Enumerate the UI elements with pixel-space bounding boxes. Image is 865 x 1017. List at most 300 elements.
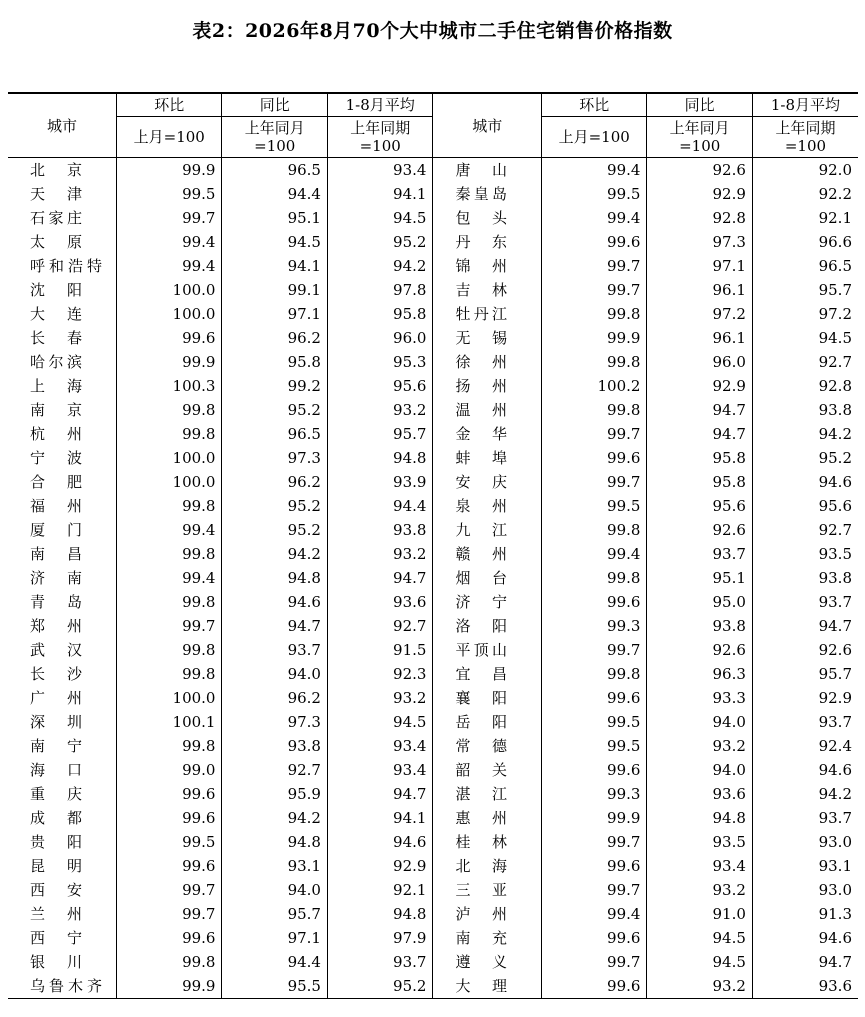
avg-value: 95.7 xyxy=(752,278,858,302)
yoy-value: 92.6 xyxy=(647,158,752,183)
avg-value: 93.2 xyxy=(327,542,432,566)
mom-value: 99.4 xyxy=(541,902,646,926)
mom-value: 99.6 xyxy=(117,926,222,950)
mom-column-header: 环比 xyxy=(541,93,646,117)
mom-value: 99.7 xyxy=(117,902,222,926)
city-name: 杭州 xyxy=(8,422,117,446)
mom-value: 99.4 xyxy=(117,254,222,278)
mom-value: 99.5 xyxy=(541,182,646,206)
yoy-value: 92.9 xyxy=(647,374,752,398)
table-row xyxy=(8,926,858,950)
mom-value: 100.3 xyxy=(117,374,222,398)
city-name: 金华 xyxy=(433,422,542,446)
avg-value: 92.9 xyxy=(752,686,858,710)
city-name: 昆明 xyxy=(8,854,117,878)
mom-value: 99.7 xyxy=(541,470,646,494)
mom-column-header: 环比 xyxy=(117,93,222,117)
avg-value: 92.1 xyxy=(752,206,858,230)
city-name: 沈阳 xyxy=(8,278,117,302)
mom-value: 99.7 xyxy=(117,878,222,902)
table-row xyxy=(8,614,858,638)
mom-value: 99.8 xyxy=(541,566,646,590)
city-name: 温州 xyxy=(433,398,542,422)
yoy-value: 94.1 xyxy=(222,254,327,278)
yoy-value: 95.1 xyxy=(647,566,752,590)
avg-value: 93.6 xyxy=(327,590,432,614)
avg-value: 94.8 xyxy=(327,446,432,470)
yoy-value: 93.2 xyxy=(647,734,752,758)
city-name: 大理 xyxy=(433,974,542,999)
city-name: 长春 xyxy=(8,326,117,350)
avg-value: 93.8 xyxy=(752,398,858,422)
mom-value: 99.4 xyxy=(541,206,646,230)
yoy-value: 96.0 xyxy=(647,350,752,374)
avg-value: 93.9 xyxy=(327,470,432,494)
yoy-value: 99.2 xyxy=(222,374,327,398)
mom-value: 99.9 xyxy=(541,326,646,350)
yoy-value: 93.4 xyxy=(647,854,752,878)
yoy-value: 95.8 xyxy=(222,350,327,374)
yoy-value: 95.1 xyxy=(222,206,327,230)
yoy-value: 97.3 xyxy=(222,710,327,734)
table-row xyxy=(8,278,858,302)
yoy-value: 94.2 xyxy=(222,806,327,830)
table-row xyxy=(8,878,858,902)
yoy-value: 96.1 xyxy=(647,326,752,350)
yoy-value: 94.5 xyxy=(647,950,752,974)
yoy-value: 96.1 xyxy=(647,278,752,302)
yoy-value: 95.2 xyxy=(222,494,327,518)
avg-value: 94.6 xyxy=(752,470,858,494)
city-name: 哈尔滨 xyxy=(8,350,117,374)
avg-column-header: 1-8月平均 xyxy=(327,93,432,117)
avg-value: 92.7 xyxy=(327,614,432,638)
table-row xyxy=(8,950,858,974)
city-name: 石家庄 xyxy=(8,206,117,230)
avg-base-header: 上年同期 =100 xyxy=(327,117,432,158)
city-name: 济宁 xyxy=(433,590,542,614)
avg-value: 95.2 xyxy=(752,446,858,470)
city-name: 洛阳 xyxy=(433,614,542,638)
city-name: 烟台 xyxy=(433,566,542,590)
city-name: 乌鲁木齐 xyxy=(8,974,117,999)
mom-value: 99.6 xyxy=(541,230,646,254)
avg-value: 95.6 xyxy=(327,374,432,398)
avg-value: 94.2 xyxy=(752,782,858,806)
yoy-value: 94.2 xyxy=(222,542,327,566)
city-name: 宁波 xyxy=(8,446,117,470)
yoy-value: 92.9 xyxy=(647,182,752,206)
city-name: 常德 xyxy=(433,734,542,758)
city-name: 西安 xyxy=(8,878,117,902)
yoy-base-header: 上年同月 =100 xyxy=(222,117,327,158)
table-row xyxy=(8,374,858,398)
city-name: 南宁 xyxy=(8,734,117,758)
mom-value: 99.7 xyxy=(541,830,646,854)
avg-value: 94.6 xyxy=(752,758,858,782)
yoy-column-header: 同比 xyxy=(222,93,327,117)
avg-value: 92.2 xyxy=(752,182,858,206)
city-name: 三亚 xyxy=(433,878,542,902)
mom-value: 99.5 xyxy=(117,182,222,206)
avg-value: 94.7 xyxy=(752,950,858,974)
avg-value: 95.2 xyxy=(327,230,432,254)
avg-value: 95.7 xyxy=(327,422,432,446)
mom-value: 99.4 xyxy=(117,566,222,590)
yoy-value: 95.8 xyxy=(647,446,752,470)
table-row xyxy=(8,158,858,183)
table-row xyxy=(8,422,858,446)
city-name: 厦门 xyxy=(8,518,117,542)
table-row xyxy=(8,710,858,734)
yoy-column-header: 同比 xyxy=(647,93,752,117)
yoy-value: 96.2 xyxy=(222,686,327,710)
city-name: 吉林 xyxy=(433,278,542,302)
mom-value: 99.8 xyxy=(117,422,222,446)
city-name: 重庆 xyxy=(8,782,117,806)
avg-value: 93.0 xyxy=(752,878,858,902)
mom-value: 99.7 xyxy=(541,278,646,302)
city-name: 遵义 xyxy=(433,950,542,974)
table-row xyxy=(8,494,858,518)
yoy-value: 95.7 xyxy=(222,902,327,926)
yoy-value: 93.8 xyxy=(647,614,752,638)
avg-value: 93.8 xyxy=(752,566,858,590)
mom-value: 99.7 xyxy=(117,206,222,230)
yoy-value: 92.6 xyxy=(647,638,752,662)
avg-value: 94.1 xyxy=(327,182,432,206)
avg-value: 93.5 xyxy=(752,542,858,566)
city-name: 徐州 xyxy=(433,350,542,374)
city-name: 郑州 xyxy=(8,614,117,638)
city-name: 银川 xyxy=(8,950,117,974)
yoy-value: 96.2 xyxy=(222,326,327,350)
city-name: 大连 xyxy=(8,302,117,326)
yoy-value: 97.2 xyxy=(647,302,752,326)
yoy-value: 94.7 xyxy=(222,614,327,638)
mom-value: 99.7 xyxy=(541,422,646,446)
avg-value: 94.6 xyxy=(752,926,858,950)
mom-value: 99.6 xyxy=(541,686,646,710)
table-row xyxy=(8,854,858,878)
mom-value: 99.8 xyxy=(117,638,222,662)
mom-value: 99.9 xyxy=(117,974,222,999)
avg-value: 92.1 xyxy=(327,878,432,902)
mom-value: 99.5 xyxy=(541,710,646,734)
city-name: 深圳 xyxy=(8,710,117,734)
table-row xyxy=(8,302,858,326)
mom-value: 99.6 xyxy=(117,806,222,830)
city-name: 扬州 xyxy=(433,374,542,398)
avg-value: 97.2 xyxy=(752,302,858,326)
mom-value: 99.9 xyxy=(117,350,222,374)
city-name: 海口 xyxy=(8,758,117,782)
table-row xyxy=(8,350,858,374)
avg-value: 94.2 xyxy=(752,422,858,446)
avg-value: 95.7 xyxy=(752,662,858,686)
city-name: 泸州 xyxy=(433,902,542,926)
mom-value: 99.8 xyxy=(541,302,646,326)
mom-value: 99.4 xyxy=(541,158,646,183)
avg-base-header: 上年同期 =100 xyxy=(752,117,858,158)
mom-value: 100.0 xyxy=(117,302,222,326)
avg-value: 93.6 xyxy=(752,974,858,999)
yoy-value: 94.0 xyxy=(222,662,327,686)
table-row xyxy=(8,398,858,422)
avg-value: 94.7 xyxy=(327,566,432,590)
mom-value: 99.7 xyxy=(541,950,646,974)
avg-value: 95.2 xyxy=(327,974,432,999)
yoy-value: 92.8 xyxy=(647,206,752,230)
mom-value: 99.6 xyxy=(117,326,222,350)
mom-value: 100.1 xyxy=(117,710,222,734)
yoy-value: 95.2 xyxy=(222,398,327,422)
avg-value: 94.4 xyxy=(327,494,432,518)
table-row xyxy=(8,254,858,278)
avg-value: 92.0 xyxy=(752,158,858,183)
mom-value: 99.8 xyxy=(541,662,646,686)
avg-value: 93.4 xyxy=(327,734,432,758)
yoy-value: 95.2 xyxy=(222,518,327,542)
yoy-value: 95.0 xyxy=(647,590,752,614)
table-body xyxy=(8,158,858,999)
table-row xyxy=(8,902,858,926)
avg-value: 92.8 xyxy=(752,374,858,398)
avg-value: 95.8 xyxy=(327,302,432,326)
city-name: 平顶山 xyxy=(433,638,542,662)
mom-value: 99.8 xyxy=(117,542,222,566)
yoy-value: 94.0 xyxy=(647,710,752,734)
mom-value: 99.4 xyxy=(117,230,222,254)
city-name: 秦皇岛 xyxy=(433,182,542,206)
city-name: 合肥 xyxy=(8,470,117,494)
avg-value: 96.5 xyxy=(752,254,858,278)
mom-value: 99.8 xyxy=(117,494,222,518)
table-row xyxy=(8,566,858,590)
avg-value: 93.1 xyxy=(752,854,858,878)
mom-value: 99.8 xyxy=(117,950,222,974)
city-name: 九江 xyxy=(433,518,542,542)
mom-value: 99.4 xyxy=(117,518,222,542)
avg-value: 94.7 xyxy=(327,782,432,806)
mom-value: 100.0 xyxy=(117,470,222,494)
city-name: 西宁 xyxy=(8,926,117,950)
table-row xyxy=(8,806,858,830)
avg-value: 94.5 xyxy=(327,206,432,230)
yoy-value: 94.7 xyxy=(647,422,752,446)
yoy-value: 93.2 xyxy=(647,878,752,902)
mom-value: 99.3 xyxy=(541,614,646,638)
yoy-value: 94.4 xyxy=(222,950,327,974)
table-row xyxy=(8,230,858,254)
yoy-value: 93.1 xyxy=(222,854,327,878)
city-name: 广州 xyxy=(8,686,117,710)
yoy-value: 93.7 xyxy=(647,542,752,566)
mom-value: 99.8 xyxy=(541,398,646,422)
city-column-header: 城市 xyxy=(433,93,542,158)
mom-value: 100.0 xyxy=(117,278,222,302)
city-name: 安庆 xyxy=(433,470,542,494)
yoy-value: 95.6 xyxy=(647,494,752,518)
yoy-value: 94.5 xyxy=(647,926,752,950)
avg-value: 94.2 xyxy=(327,254,432,278)
table-row xyxy=(8,782,858,806)
mom-value: 99.5 xyxy=(117,830,222,854)
mom-value: 99.8 xyxy=(541,350,646,374)
table-row xyxy=(8,686,858,710)
avg-value: 91.3 xyxy=(752,902,858,926)
yoy-value: 96.3 xyxy=(647,662,752,686)
mom-value: 99.8 xyxy=(117,734,222,758)
avg-value: 94.7 xyxy=(752,614,858,638)
avg-value: 92.6 xyxy=(752,638,858,662)
city-name: 泉州 xyxy=(433,494,542,518)
table-row xyxy=(8,542,858,566)
avg-value: 93.7 xyxy=(327,950,432,974)
mom-value: 99.6 xyxy=(541,590,646,614)
mom-value: 99.5 xyxy=(541,494,646,518)
avg-value: 97.8 xyxy=(327,278,432,302)
table-row xyxy=(8,662,858,686)
table-row xyxy=(8,206,858,230)
city-name: 贵阳 xyxy=(8,830,117,854)
city-name: 岳阳 xyxy=(433,710,542,734)
mom-value: 100.2 xyxy=(541,374,646,398)
yoy-value: 96.5 xyxy=(222,422,327,446)
mom-value: 99.7 xyxy=(541,878,646,902)
avg-value: 96.6 xyxy=(752,230,858,254)
avg-value: 93.7 xyxy=(752,806,858,830)
yoy-value: 97.1 xyxy=(222,926,327,950)
page-title: 表2：2026年8月70个大中城市二手住宅销售价格指数 xyxy=(192,20,673,42)
avg-column-header: 1-8月平均 xyxy=(752,93,858,117)
city-name: 北京 xyxy=(8,158,117,183)
mom-value: 99.5 xyxy=(541,734,646,758)
table-row xyxy=(8,446,858,470)
city-name: 南京 xyxy=(8,398,117,422)
mom-value: 99.8 xyxy=(117,662,222,686)
avg-value: 92.7 xyxy=(752,518,858,542)
mom-value: 99.9 xyxy=(541,806,646,830)
city-name: 韶关 xyxy=(433,758,542,782)
city-column-header: 城市 xyxy=(8,93,117,158)
city-name: 丹东 xyxy=(433,230,542,254)
yoy-value: 96.2 xyxy=(222,470,327,494)
yoy-value: 93.3 xyxy=(647,686,752,710)
city-name: 惠州 xyxy=(433,806,542,830)
city-name: 武汉 xyxy=(8,638,117,662)
yoy-value: 93.5 xyxy=(647,830,752,854)
city-name: 唐山 xyxy=(433,158,542,183)
yoy-value: 92.7 xyxy=(222,758,327,782)
mom-base-header: 上月=100 xyxy=(541,117,646,158)
mom-value: 99.3 xyxy=(541,782,646,806)
mom-value: 99.8 xyxy=(117,398,222,422)
yoy-value: 96.5 xyxy=(222,158,327,183)
table-row xyxy=(8,734,858,758)
city-name: 湛江 xyxy=(433,782,542,806)
yoy-value: 94.4 xyxy=(222,182,327,206)
city-name: 南昌 xyxy=(8,542,117,566)
avg-value: 93.2 xyxy=(327,398,432,422)
table-row xyxy=(8,758,858,782)
city-name: 青岛 xyxy=(8,590,117,614)
mom-value: 99.7 xyxy=(117,614,222,638)
city-name: 襄阳 xyxy=(433,686,542,710)
price-index-table xyxy=(8,92,858,999)
city-name: 长沙 xyxy=(8,662,117,686)
table-row xyxy=(8,182,858,206)
avg-value: 94.6 xyxy=(327,830,432,854)
city-name: 济南 xyxy=(8,566,117,590)
yoy-value: 94.7 xyxy=(647,398,752,422)
mom-value: 99.6 xyxy=(541,758,646,782)
yoy-value: 97.1 xyxy=(647,254,752,278)
avg-value: 93.2 xyxy=(327,686,432,710)
table-row xyxy=(8,326,858,350)
avg-value: 91.5 xyxy=(327,638,432,662)
avg-value: 95.6 xyxy=(752,494,858,518)
mom-value: 99.6 xyxy=(117,854,222,878)
yoy-value: 95.9 xyxy=(222,782,327,806)
yoy-value: 92.6 xyxy=(647,518,752,542)
yoy-value: 97.1 xyxy=(222,302,327,326)
avg-value: 94.5 xyxy=(752,326,858,350)
mom-value: 99.6 xyxy=(541,854,646,878)
avg-value: 94.5 xyxy=(327,710,432,734)
city-name: 成都 xyxy=(8,806,117,830)
city-name: 无锡 xyxy=(433,326,542,350)
yoy-value: 97.3 xyxy=(647,230,752,254)
mom-value: 99.4 xyxy=(541,542,646,566)
table-row xyxy=(8,470,858,494)
yoy-value: 93.8 xyxy=(222,734,327,758)
avg-value: 93.8 xyxy=(327,518,432,542)
table-row xyxy=(8,638,858,662)
city-name: 桂林 xyxy=(433,830,542,854)
yoy-value: 94.0 xyxy=(222,878,327,902)
table-header xyxy=(8,93,858,158)
mom-value: 100.0 xyxy=(117,446,222,470)
city-name: 包头 xyxy=(433,206,542,230)
city-name: 蚌埠 xyxy=(433,446,542,470)
avg-value: 93.4 xyxy=(327,158,432,183)
yoy-value: 94.0 xyxy=(647,758,752,782)
city-name: 锦州 xyxy=(433,254,542,278)
avg-value: 93.7 xyxy=(752,710,858,734)
avg-value: 97.9 xyxy=(327,926,432,950)
table-row xyxy=(8,518,858,542)
mom-value: 99.6 xyxy=(117,782,222,806)
table-row xyxy=(8,590,858,614)
yoy-base-header: 上年同月 =100 xyxy=(647,117,752,158)
city-name: 北海 xyxy=(433,854,542,878)
avg-value: 96.0 xyxy=(327,326,432,350)
mom-value: 99.8 xyxy=(541,518,646,542)
mom-value: 99.7 xyxy=(541,638,646,662)
avg-value: 92.9 xyxy=(327,854,432,878)
city-name: 天津 xyxy=(8,182,117,206)
city-name: 兰州 xyxy=(8,902,117,926)
avg-value: 95.3 xyxy=(327,350,432,374)
mom-value: 99.0 xyxy=(117,758,222,782)
mom-value: 99.6 xyxy=(541,974,646,999)
city-name: 宜昌 xyxy=(433,662,542,686)
city-name: 呼和浩特 xyxy=(8,254,117,278)
mom-value: 99.6 xyxy=(541,926,646,950)
mom-value: 100.0 xyxy=(117,686,222,710)
yoy-value: 95.8 xyxy=(647,470,752,494)
